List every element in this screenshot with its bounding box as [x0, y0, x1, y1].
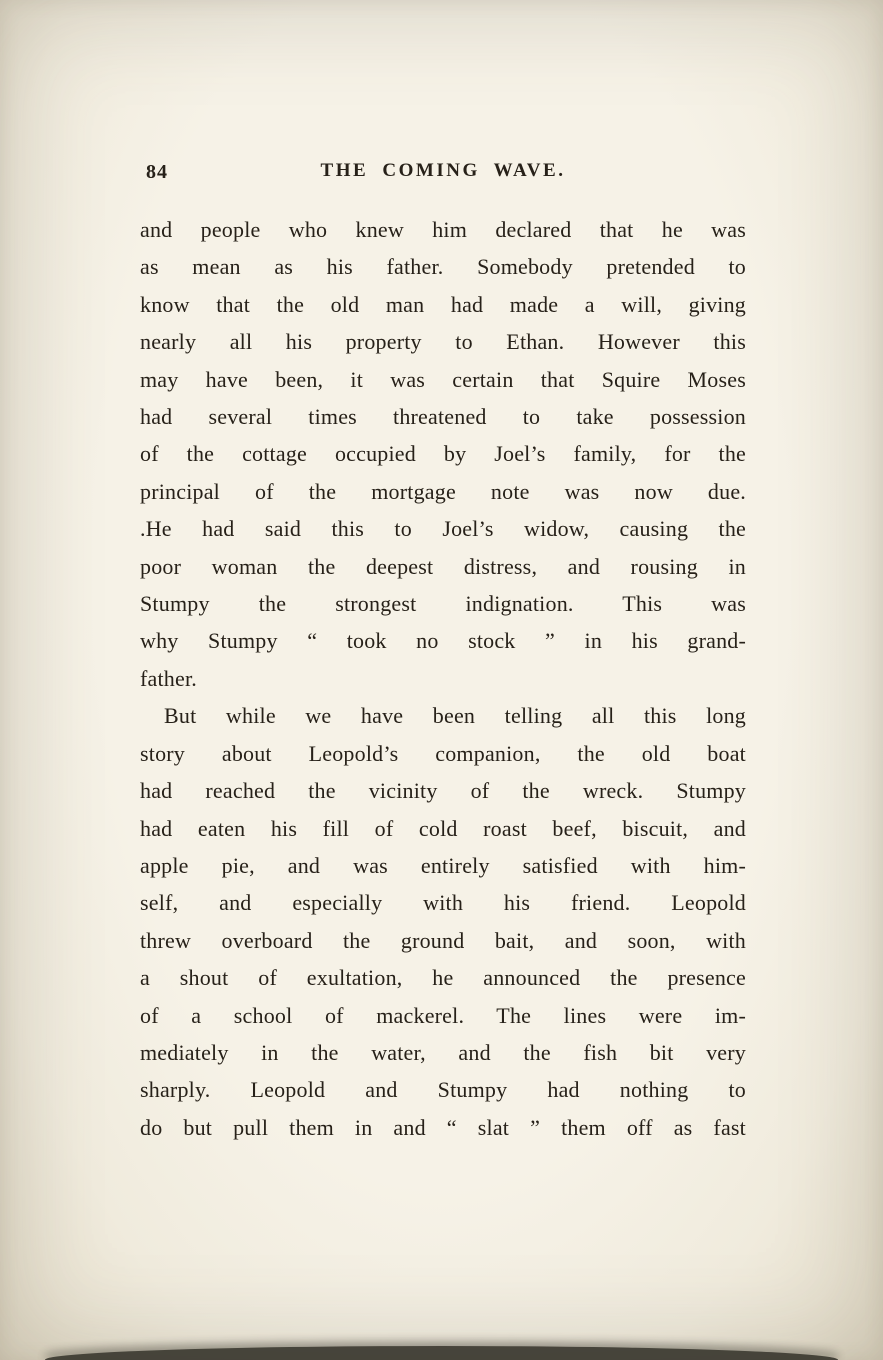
text-line: mediately in the water, and the fish bit very — [140, 1039, 746, 1065]
text-line: apple pie, and was entirely satisfied with him- — [140, 852, 746, 878]
text-line: as mean as his father. Somebody pretended to — [140, 254, 746, 280]
text-line: Stumpy the strongest indignation. This was — [140, 591, 746, 617]
text-line: self, and especially with his friend. Leopold — [140, 890, 746, 916]
text-line: and people who knew him declared that he was — [140, 217, 746, 242]
scan-edge-shadow — [45, 1346, 838, 1360]
text-line: poor woman the deepest distress, and rousing in — [140, 553, 746, 579]
text-line: story about Leopold’s companion, the old boat — [140, 740, 746, 766]
text-line: But while we have been telling all this long — [164, 703, 746, 729]
running-title: THE COMING WAVE. — [320, 160, 566, 181]
text-line: had several times threatened to take possession — [140, 404, 746, 430]
page-number: 84 — [146, 161, 168, 183]
text-line: .He had said this to Joel’s widow, causing the — [140, 516, 746, 542]
text-line: why Stumpy “ took no stock ” in his grand- — [140, 628, 746, 654]
text-line: a shout of exultation, he announced the presence — [140, 965, 746, 991]
text-line: of a school of mackerel. The lines were im- — [140, 1002, 746, 1028]
text-line: threw overboard the ground bait, and soon, with — [140, 927, 746, 953]
text-line: principal of the mortgage note was now due. — [140, 478, 746, 504]
text-line: had reached the vicinity of the wreck. Stumpy — [140, 778, 746, 804]
text-line: of the cottage occupied by Joel’s family, for the — [140, 441, 746, 467]
text-line: father. — [140, 665, 197, 691]
text-line: do but pull them in and “ slat ” them off as fast — [140, 1114, 746, 1140]
body-text — [140, 211, 746, 1146]
text-line: know that the old man had made a will, giving — [140, 291, 746, 317]
page-header — [140, 160, 746, 188]
text-line: had eaten his fill of cold roast beef, biscuit, and — [140, 815, 746, 841]
paragraph — [140, 697, 746, 1146]
text-line: may have been, it was certain that Squire Moses — [140, 366, 746, 392]
text-line: sharply. Leopold and Stumpy had nothing to — [140, 1077, 746, 1103]
paragraph — [140, 211, 746, 697]
text-line: nearly all his property to Ethan. However this — [140, 329, 746, 355]
